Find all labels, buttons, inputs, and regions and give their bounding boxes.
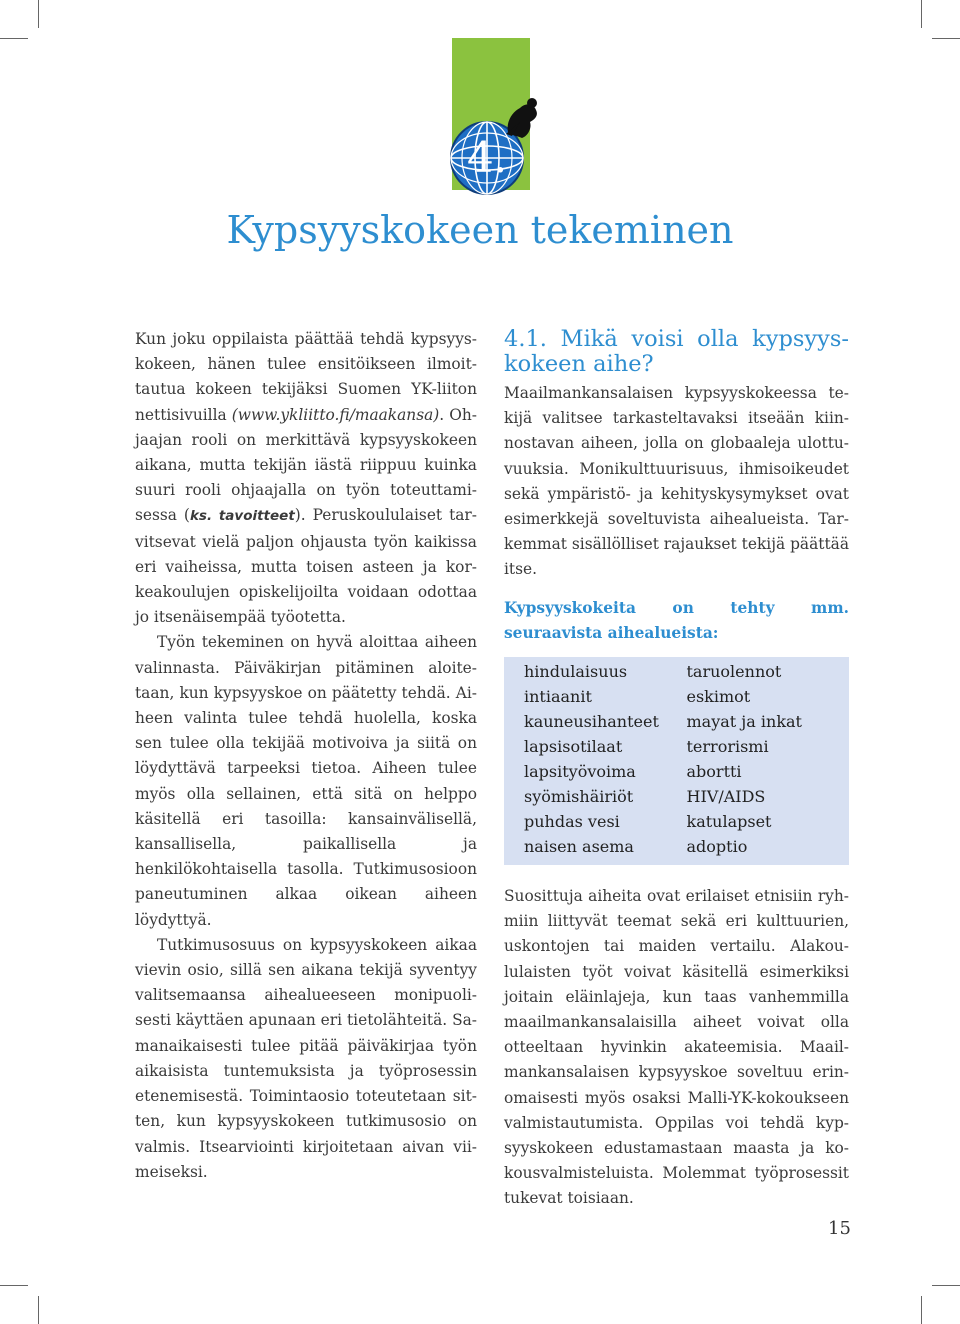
paragraph: Tutkimusosuus on kypsyyskokeen aikaa vievin osio, sillä sen aikana tekijä syventyy valitsemaansa aihealueeseen monipuolisesti käyttäen apunaan eri tietolähteitä. Samanaikaisesti tulee pitää päiväkirjaa työn aikaisista tuntemuksista ja työprosessin etenemisestä. Toimintaosio toteutetaan sitten, kun kypsyyskokeen tutkimusosio on valmis. Itsearviointi kirjoitetaan aivan viimeiseksi.: [135, 935, 477, 1181]
list-item: katulapset: [686, 812, 772, 832]
list-item: lapsisotilaat: [524, 737, 623, 757]
crop-mark: [932, 38, 960, 39]
topic-list-box: [504, 657, 849, 865]
list-item: intiaanit: [524, 687, 592, 707]
crop-mark: [0, 38, 28, 39]
list-item: HIV/AIDS: [686, 787, 766, 807]
list-item: abortti: [686, 762, 742, 782]
crop-mark: [932, 1285, 960, 1286]
list-item: adoptio: [686, 837, 748, 857]
crop-mark: [921, 1296, 922, 1324]
list-item: puhdas vesi: [524, 812, 620, 832]
website-link[interactable]: (www.ykliitto.fi/maakansa): [231, 405, 440, 424]
crop-mark: [921, 0, 922, 28]
crop-mark: [38, 0, 39, 28]
closing-paragraph: Suosittuja aiheita ovat erilaiset etnisiin ryhmiin liittyvät teemat sekä eri kulttuurien, uskontojen tai maiden vertailu. Alakoululaisten työt voivat käsitellä esimerkiksi joitain eläinlajeja, kun taas vanhemmilla maailmankansalaisilla aiheet voivat olla otteeltaan hyvinkin akateemisia. Maailmankansalaisen kypsyyskoe soveltuu erinomaisesti myös osaksi Malli-YK-kokoukseen valmistautumista. Oppilas voi tehdä kypsyyskokeen edustamastaan maasta ja kokousvalmisteluista. Molemmat työprosessit tukevat toisiaan.: [504, 887, 849, 1208]
list-item: eskimot: [686, 687, 751, 707]
right-column: [504, 327, 849, 1212]
list-item: terrorismi: [686, 737, 769, 757]
chapter-title: Kypsyyskokeen tekeminen: [226, 208, 734, 252]
left-column: [135, 327, 477, 1185]
page-number: 15: [828, 1218, 851, 1239]
text-run: . Ohjaajan rooli on merkittävä kypsyyskokeen aikana, mutta tekijän iästä riippuu kuinka suuri rooli ohjaajalla on työn toteuttamisessa (: [135, 405, 477, 525]
globe-with-thinker-icon: [442, 92, 542, 202]
list-item: hindulaisuus: [524, 662, 628, 682]
list-item: mayat ja inkat: [686, 712, 802, 732]
intro-paragraph: Maailmankansalaisen kypsyyskokeessa tekijä valitsee tarkasteltavaksi itseään kiinnostavan aiheen, jolla on globaaleja ulottuvuuksia. Monikulttuurisuus, ihmisoikeudet sekä ympäristö- ja kehityskysymykset ovat esimerkkejä soveltuvista aihealueista. Tarkemmat sisällölliset rajaukset tekijä päättää itse.: [504, 384, 849, 579]
topic-column-right: [687, 659, 850, 859]
text-run: Kun joku oppilaista päättää tehdä kypsyyskokeen, hänen tulee ensitöikseen ilmoittautua kokeen tekijäksi Suomen YK-liiton nettisivuilla: [135, 330, 477, 424]
crop-mark: [38, 1296, 39, 1324]
crop-mark: [0, 1285, 28, 1286]
section-heading: 4.1. Mikä voisi olla kypsyyskokeen aihe?: [504, 326, 849, 377]
list-item: kauneusihanteet: [524, 712, 659, 732]
paragraph: [135, 327, 477, 630]
list-item: lapsityövoima: [524, 762, 636, 782]
paragraph: Työn tekeminen on hyvä aloittaa aiheen valinnasta. Päiväkirjan pitäminen aloitetaan, kun kypsyyskoe on päätetty tehdä. Aiheen valinta tulee tehdä huolella, koska sen tulee olla tekijää motivoiva ja siitä on löydyttävä tarpeeksi tietoa. Aiheen tulee myös olla sellainen, että sitä on helppo käsitellä eri tasoilla: kansainvälisellä, kansallisella, paikallisella ja henkilökohtaisella tasolla. Tutkimusosioon paneutuminen alkaa oikean aiheen löydyttyä.: [135, 633, 477, 929]
topics-subheading: Kypsyyskokeita on tehty mm. seuraavista aihealueista:: [504, 598, 849, 642]
cross-reference: ks. tavoitteet: [189, 508, 295, 525]
topic-column-left: [524, 659, 687, 859]
list-item: syömishäiriöt: [524, 787, 634, 807]
list-item: naisen asema: [524, 837, 634, 857]
list-item: taruolennot: [686, 662, 782, 682]
text-run: ). Peruskoululaiset tarvitsevat vielä paljon ohjausta työn kaikissa eri vaiheissa, mutta toisen asteen ja korkeakoulujen opiskelijoilta voidaan odottaa jo itsenäisempää työotetta.: [135, 506, 477, 627]
chapter-number: 4.: [466, 133, 508, 182]
